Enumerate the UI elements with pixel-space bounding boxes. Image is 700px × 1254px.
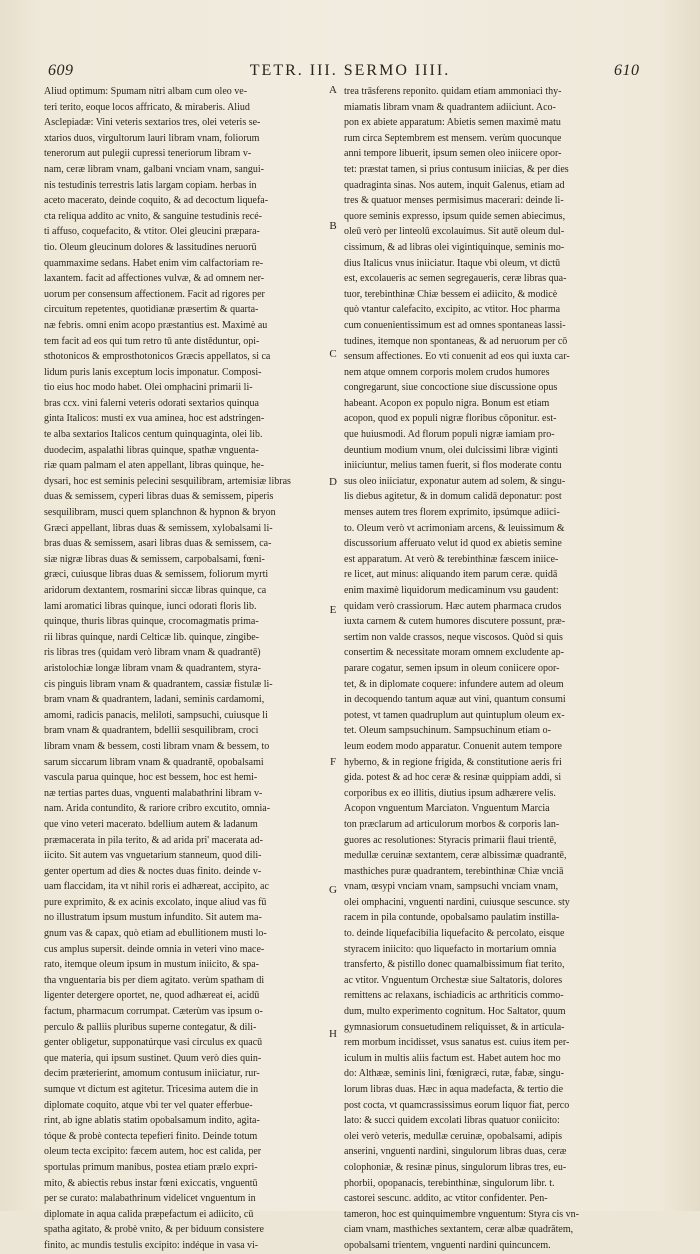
text-line: Acopon vnguentum Marciaton. Vnguentum Marcia [344, 803, 550, 815]
margin-letter: H [329, 1028, 337, 1040]
text-line: tudines, itemque non spontaneas, & ad neruorum per cō [344, 335, 568, 347]
text-line: mito, & abiectis rebus instar fœni exiccatis, vnguentū [44, 1177, 258, 1189]
text-line: ac vtitor. Vnguentum Orchestæ siue Saltatoris, dolores [344, 974, 563, 986]
text-line: bras ccx. vini falerni veteris odorati sextarios quinqua [44, 397, 259, 409]
text-line: pon ex abiete apparatum: Abietis semen maximè matu [344, 117, 561, 129]
text-line: iniiciuntur, melius tamen fuerit, si flos moderate contu [344, 460, 562, 472]
text-line: næ febris. omni enim acopo præstantius est. Maximè au [44, 319, 268, 331]
text-line: sarum siccarum libram vnam & quadrantē, opobalsami [44, 756, 264, 768]
text-line: vascula parua quinque, hoc est bessem, hoc est hemi- [44, 772, 258, 784]
text-line: to. Oleum verò vt acrimoniam arcens, & leuissimum & [344, 522, 565, 534]
text-line: deuntium modium vnum, olei dulcissimi libræ viginti [344, 444, 559, 456]
text-line: habeant. Acopon ex populo nigra. Bonum est etiam [344, 397, 550, 409]
text-line: leum eodem modo apparatur. Conuenit autem tempore [344, 740, 562, 752]
text-line: tet: præstat tamen, si prius contusum iniicias, & per dies [344, 163, 569, 175]
text-line: tet. Oleum sampsuchinum. Sampsuchinum etiam o- [344, 725, 551, 737]
page-number-right: 610 [614, 62, 640, 79]
text-line: trea trāsferens reponito. quidam etiam ammoniaci thy- [344, 86, 562, 97]
text-line: sus oleo iniiciatur, exponatur autem ad solem, & singu- [344, 475, 566, 487]
margin-letter: C [329, 348, 337, 360]
text-line: tio eius hoc modo habet. Olei omphacini primarii li- [44, 382, 253, 394]
text-line: lorum libras duas. Hæc in aqua madefacta, & tertio die [344, 1084, 564, 1095]
text-line: masthiches puræ quadrantem, terebinthinæ Chiæ vnciā [344, 865, 564, 877]
text-line: tenerorum aut pulegii cupressi teneriorum libram v- [44, 148, 252, 160]
text-line: factum, pharmacum corrumpat. Cæterùm vas ipsum o- [44, 1006, 263, 1018]
text-line: ginta Italicos: musti ex vua aminea, hoc est adstringen- [44, 413, 265, 425]
text-line: gnum vas & capax, quò etiam ad ebullitionem musti lo- [44, 928, 267, 940]
text-line: no illustratum ipsum mustum infundito. Sit autem ma- [44, 912, 262, 924]
text-line: sesquilibram, musci quem splanchnon & hypnon & bryon [44, 507, 276, 519]
text-line: enim maximè liquidorum medicaminum vsu gaudent: [344, 585, 559, 596]
text-line: libram vnam & bessem, costi libram vnam & bessem, to [44, 740, 270, 752]
text-line: lidum puris lanis exceptum locis imponatur. Composi- [44, 366, 262, 378]
text-line: congregarunt, siue concoctione siue discussione opus [344, 382, 558, 394]
text-line: post cocta, vt quamcrassissimus eorum liquor fiat, perco [344, 1099, 570, 1111]
text-line: finito, ac mundis testulis excipito: indéque in vasa vi- [44, 1239, 259, 1251]
text-line: rii libras quinque, nardi Celticæ lib. quinque, zingibe- [44, 631, 259, 643]
text-line: vnam, œsypi vnciam vnam, sampsuchi vnciam vnam, [344, 881, 559, 893]
text-line: quadraginta sinas. Nos autem, inquit Galenus, etiam ad [344, 179, 565, 191]
text-line: racem in pila contunde, opobalsamo paulatim instilla- [344, 912, 560, 924]
text-line: uam flaccidam, ita vt nihil roris ei adhæreat, accipito, ac [44, 881, 269, 893]
text-line: quò vtantur calefacito, excipito, ac vtitor. Hoc pharma [344, 304, 561, 316]
margin-letter: F [329, 756, 337, 768]
text-line: tem facit ad eos qui tum retro tū ante distēduntur, opi- [44, 335, 260, 347]
text-line: bram vnam & quadrantem, bdellii sesquilibram, croci [44, 725, 259, 737]
text-line: olei verò veteris, medullæ ceruinæ, opobalsami, adipis [344, 1130, 563, 1142]
text-line: to. deinde liquefacibilia liquefacito & percolato, eisque [344, 928, 565, 940]
text-line: tuor, terebinthinæ Chiæ bessem ei adiicito, & modicè [344, 288, 558, 300]
text-line: colophoniæ, & resinæ pinus, singulorum libras tres, eu- [344, 1161, 567, 1173]
text-line: dius Italicus vnus iniiciatur. Itaque vbi oleum, vt dictū [344, 257, 561, 269]
text-line: genter obligetur, supponatúrque vasi circulus ex quacū [44, 1037, 263, 1049]
text-line: cis pinguis libram vnam & quadrantem, cassiæ fistulæ li- [44, 678, 273, 690]
text-line: nem atque omnem corporis molem crudos humores [344, 366, 550, 378]
page-number-left: 609 [48, 62, 74, 79]
text-line: oleū verò per linteolū excolauimus. Sit autē oleum dul- [344, 226, 565, 238]
running-head: TETR. III. SERMO IIII. [249, 62, 451, 79]
text-line: græci, cuiusque libras duas & semissem, foliorum myrti [44, 569, 269, 581]
text-line: styracem iniicito: quo liquefacto in mortarium omnia [344, 943, 557, 955]
text-line: que vino veteri macerato. bdellium autem & ladanum [44, 818, 258, 830]
text-line: ligenter detergere oportet, ne, quod adhæreat ei, acidū [44, 990, 260, 1002]
text-line: menses autem tres florem exprimito, ipsúmque adiici- [344, 507, 560, 519]
text-line: aristolochiæ longæ libram vnam & quadrantem, styra- [44, 662, 261, 674]
text-line: quidam verò crassiorum. Hæc autem pharmaca crudos [344, 600, 562, 612]
text-line: spatha agitato, & probè vnito, & per biduum consistere [44, 1224, 264, 1236]
margin-letter: D [329, 476, 337, 488]
text-line: dysari, hoc est seminis pelecini sesquilibram, artemisiæ libras [44, 475, 291, 487]
text-line: rum circa Septembrem est mensem. verùm quocunque [344, 132, 562, 144]
text-line: aridorum dextantem, rosmarini siccæ libras quinque, ca [44, 585, 267, 596]
text-line: acopon, quod ex populi nigræ floribus cōponitur. est- [344, 413, 557, 425]
text-line: hyberno, & in regione frigida, & constitutione aeris fri [344, 756, 562, 768]
text-line: phorbii, opopanacis, terebinthinæ, singulorum libr. t. [344, 1177, 555, 1189]
margin-letter: A [329, 84, 337, 96]
text-line: lis diebus agitetur, & in domum calidā deponatur: post [344, 491, 562, 503]
text-line: decim præterierint, amomum contusum iniiciatur, rur- [44, 1068, 260, 1080]
text-line: anserini, vnguenti nardini, singulorum libras duas, ceræ [344, 1146, 567, 1158]
text-line: Asclepiadæ: Vini veteris sextarios tres, olei veteris se- [44, 117, 261, 129]
margin-letter: E [329, 604, 337, 616]
text-line: sertim non valde crassos, neque viscosos. Quòd si quis [344, 631, 563, 643]
text-line: iculum in multis aliis factum est. Habet autem hoc mo [344, 1052, 561, 1064]
text-line: pure exprimito, & ex acinis excolato, inque aliud vas fū [44, 896, 267, 908]
text-line: castorei sescunc. addito, ac vtitor confidenter. Pen- [344, 1193, 548, 1205]
margin-letter: B [329, 220, 337, 232]
margin-letters [326, 84, 340, 1204]
text-column-left [44, 84, 326, 1254]
text-line: gymnasiorum consuetudinem reliquisset, & in articula- [344, 1021, 565, 1033]
text-line: Aliud optimum: Spumam nitri albam cum oleo ve- [44, 86, 248, 97]
text-line: rint, ab igne ablatis statim opobalsamum indito, agita- [44, 1115, 260, 1127]
text-line: sensum affectiones. Eo vti conuenit ad eos qui iuxta car- [344, 351, 570, 363]
text-line: nam, ceræ libram vnam, galbani vnciam vnam, sangui- [44, 163, 264, 175]
text-line: remittens ac relaxans, ischiadicis ac arthriticis commo- [344, 990, 564, 1002]
text-line: diplomate coquito, atque vbi ter vel quater efferbue- [44, 1099, 253, 1111]
text-line: per se curato: malabathrinum videlicet vnguentum in [44, 1193, 256, 1205]
margin-letter: G [329, 884, 337, 896]
text-line: corporibus ex eo illitis, diutius ipsum adhærere velis. [344, 787, 556, 799]
text-line: do: Althææ, seminis lini, fœnigræci, rutæ, fabæ, singu- [344, 1068, 564, 1080]
text-line: medullæ ceruinæ sextantem, ceræ albissimæ quadrantē, [344, 850, 567, 862]
text-line: iicito. Sit autem vas vnguetarium stanneum, quod dili- [44, 850, 262, 862]
text-line: genter opertum ad dies & noctes duas finito. deinde v- [44, 865, 262, 877]
text-line: transferto, & pistillo donec quamalbissimum fiat terito, [344, 959, 565, 971]
text-line: potest, vt tamen quadruplum aut quintuplum oleum ex- [344, 709, 565, 721]
text-line: amomi, radicis panacis, meliloti, sampsuchi, cuiusque li [44, 709, 268, 721]
text-line: gida. potest & ad hoc ceræ & resinæ quippiam addi, si [344, 772, 562, 784]
text-line: tio. Oleum gleucinum dolores & lassitudines neruorü [44, 241, 257, 253]
text-line: que huiusmodi. Ad florum populi nigræ iamiam pro- [344, 429, 555, 441]
text-line: tet, & in diplomate coquere: infundere autem ad oleum [344, 678, 564, 690]
text-line: cum conuenientissimum est ad omnes spontaneas lassi- [344, 319, 566, 331]
text-line: quore seminis expresso, ipsum quide semen abiecimus, [344, 210, 566, 222]
page-header [0, 62, 700, 84]
text-line: ris libras tres (quidam verò libram vnam & quadrantē) [44, 647, 261, 659]
text-line: duas & semissem, cyperi libras duas & semissem, piperis [44, 491, 274, 503]
text-line: tameron, hoc est quinquimembre vnguentum: Styra cis vn- [344, 1208, 579, 1220]
text-line: opobalsami trientem, vnguenti nardini quincuncem. [344, 1239, 551, 1251]
text-line: consertim & necessitate moram omnem excludente ap- [344, 647, 564, 659]
text-line: dum, multo experimento cognitum. Hoc Saltator, quum [344, 1006, 566, 1018]
text-line: sportulas primum manibus, postea etiam prælo expri- [44, 1161, 258, 1173]
text-line: riæ quam palmam el aten appellant, libras quinque, he- [44, 460, 264, 472]
text-line: oleum tecta excipito: fæcem autem, hoc est calida, per [44, 1146, 262, 1158]
text-line: xtarios duos, virgultorum lauri libram vnam, foliorum [44, 132, 260, 144]
text-line: parare cogatur, semen ipsum in oleum coniicere opor- [344, 662, 560, 674]
text-line: rato, itemque oleum ipsum in mustum iniicito, & spa- [44, 959, 259, 971]
text-line: sthotonicos & emprosthotonicos Græcis appellatos, si ca [44, 351, 271, 363]
text-line: næ tertias partes duas, vnguenti malabathrini libram v- [44, 787, 263, 799]
text-line: teri terito, eoque locos affricato, & miraberis. Aliud [44, 101, 250, 113]
text-line: tha vnguentaria bis per diem agitato. verùm spatham di [44, 974, 265, 986]
text-line: iuxta carnem & cutem humores discutere possunt, præ- [344, 616, 566, 628]
text-line: lami aromatici libras quinque, iunci odorati floris lib. [44, 600, 257, 612]
text-line: tres & quatuor menses permisimus macerari: deinde li- [344, 195, 564, 207]
text-line: ton præclarum ad articulorum morbos & corporis lan- [344, 818, 560, 830]
text-line: tóque & probè contecta tepefieri finito. Deinde totum [44, 1130, 258, 1142]
text-line: præmacerata in pila terito, & ad arida pri' macerata ad- [44, 834, 263, 846]
text-line: ciam vnam, masthiches sextantem, ceræ albæ quadrātem, [344, 1224, 574, 1236]
text-line: uorum per consensum affectionem. Facit ad rigores per [44, 288, 265, 300]
text-line: miamatis libram vnam & quadrantem adiiciunt. Aco- [344, 101, 556, 113]
text-line: lato: & succi quidem excolati libras quatuor coniicito: [344, 1115, 560, 1127]
text-line: laxantem. facit ad affectiones vulvæ, & ad omnem ner- [44, 273, 265, 285]
text-line: perculo & palliis pluribus superne contegatur, & dili- [44, 1021, 257, 1033]
text-line: nam. Arida contundito, & rariore cribro excutito, omnia- [44, 803, 271, 815]
text-line: cta reliqua addito ac vnito, & sanguine testudinis recé- [44, 210, 262, 222]
text-line: cissimum, & ad libras olei vigintiquinque, seminis mo- [344, 241, 565, 253]
text-line: guores ac resolutiones: Styracis primarii flaui trientē, [344, 834, 557, 846]
text-line: cus amplus supersit. deinde omnia in veteri vino mace- [44, 943, 265, 955]
text-column-right [344, 84, 632, 1254]
text-line: rem morbum incidisset, vsus sanatus est. cuius item per- [344, 1037, 570, 1049]
text-line: Græci appellant, libras duas & semissem, xylobalsami li- [44, 522, 273, 534]
text-line: te alba sextarios Italicos centum quinquaginta, olei lib. [44, 429, 263, 441]
text-line: olei omphacini, vnguenti nardini, cuiusque sescunce. sty [344, 896, 570, 908]
text-line: discussorium afferuato velut id quod ex abietis semine [344, 538, 562, 550]
text-line: anni tempore libuerit, ipsum semen oleo iniicere opor- [344, 148, 562, 160]
text-line: quinque, thuris libras quinque, crocomagmatis prima- [44, 616, 259, 628]
text-line: nis testudinis terrestris latis largam copiam. herbas in [44, 179, 257, 191]
text-line: est, excolaueris ac semen segregaueris, ceræ libras qua- [344, 273, 567, 285]
text-line: duodecim, aspalathi libras quinque, spathæ vnguenta- [44, 444, 259, 456]
text-line: ti affuso, coquefacito, & vtitor. Olei gleucini præpara- [44, 226, 260, 238]
text-line: aceto macerato, deinde coquito, & ad decoctum liquefa- [44, 195, 269, 207]
text-line: bras duas & semissem, asari libras duas & semissem, ca- [44, 538, 272, 550]
text-line: diplomate in aqua calida præpefactum ei adiicito, cū [44, 1208, 254, 1220]
text-line: circuitum repetentes, quotidianæ præsertim & quarta- [44, 304, 259, 316]
text-line: re licet, aut minus: aliquando item parum ceræ. quidā [344, 569, 558, 581]
text-line: que materia, qui ipsum sustinet. Quum verò dies quin- [44, 1052, 262, 1064]
text-line: quammaxime sedans. Habet enim vim calfactoriam re- [44, 257, 264, 269]
text-line: in decoquendo tantum aquæ aut vini, quantum consumi [344, 694, 566, 706]
text-line: sumque vt dictum est agitetur. Tricesima autem die in [44, 1084, 259, 1095]
text-line: est apparatum. At verò & terebinthinæ fæscem iniice- [344, 553, 559, 565]
text-line: bram vnam & quadrantem, ladani, seminis cardamomi, [44, 694, 265, 706]
text-line: siæ nigræ libras duas & semissem, carpobalsami, fœni- [44, 553, 265, 565]
